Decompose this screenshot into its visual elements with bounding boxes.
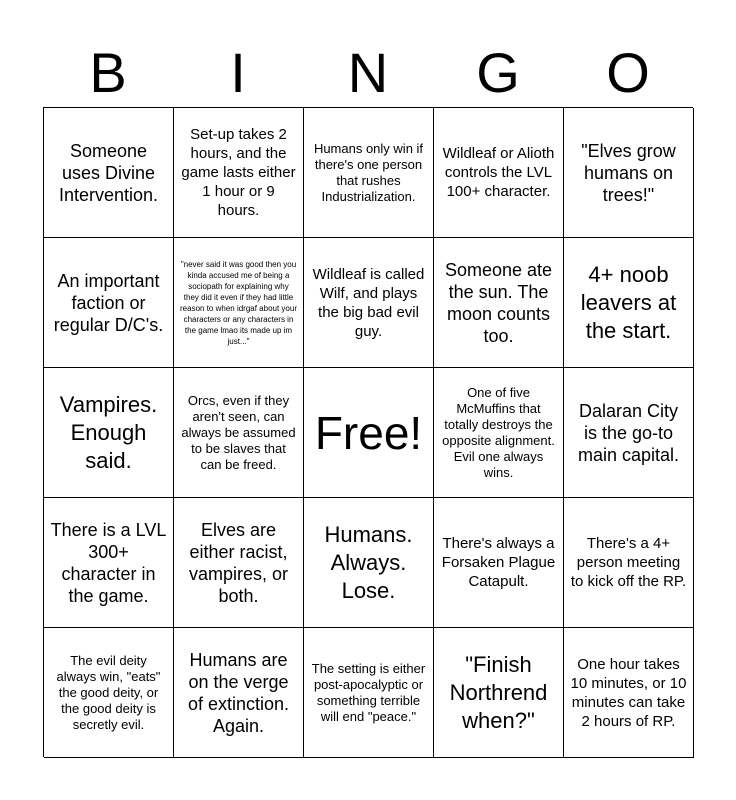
bingo-grid bbox=[43, 107, 693, 757]
bingo-cell-text: Orcs, even if they aren't seen, can always be assumed to be slaves that can be freed. bbox=[181, 392, 296, 472]
bingo-cell-r1-c5[interactable] bbox=[564, 108, 694, 238]
bingo-cell-text: "Elves grow humans on trees!" bbox=[581, 140, 676, 205]
bingo-cell-r5-c5[interactable] bbox=[564, 628, 694, 758]
bingo-cell-r5-c1[interactable] bbox=[44, 628, 174, 758]
bingo-cell-text: Free! bbox=[314, 406, 423, 459]
bingo-cell-text: One of five McMuffins that totally destroys the opposite alignment. Evil one always wins. bbox=[442, 384, 555, 480]
bingo-cell-r3-c4[interactable] bbox=[434, 368, 564, 498]
bingo-cell-text: Elves are either racist, vampires, or both. bbox=[188, 519, 289, 606]
bingo-cell-text: Humans are on the verge of extinction. Again. bbox=[187, 649, 290, 736]
bingo-cell-text: The setting is either post-apocalyptic or something terrible will end "peace." bbox=[311, 660, 426, 724]
bingo-cell-text: Wildleaf or Alioth controls the LVL 100+ character. bbox=[442, 145, 555, 200]
bingo-cell-text: Someone ate the sun. The moon counts too. bbox=[444, 259, 553, 346]
bingo-cell-r1-c4[interactable] bbox=[434, 108, 564, 238]
bingo-cell-text: Dalaran City is the go-to main capital. bbox=[577, 400, 680, 465]
bingo-cell-r1-c3[interactable] bbox=[304, 108, 434, 238]
bingo-cell-r4-c2[interactable] bbox=[174, 498, 304, 628]
bingo-cell-text: One hour takes 10 minutes, or 10 minutes can take 2 hours of RP. bbox=[570, 655, 687, 730]
bingo-cell-r2-c2[interactable] bbox=[174, 238, 304, 368]
bingo-cell-r4-c3[interactable] bbox=[304, 498, 434, 628]
bingo-cell-r5-c3[interactable] bbox=[304, 628, 434, 758]
bingo-cell-text: Someone uses Divine Intervention. bbox=[58, 140, 159, 205]
bingo-cell-text: Wildleaf is called Wilf, and plays the big bad evil guy. bbox=[312, 265, 425, 340]
bingo-cell-text: "Finish Northrend when?" bbox=[449, 651, 548, 733]
header-letter-o: O bbox=[606, 41, 650, 104]
bingo-cell-r3-c5[interactable] bbox=[564, 368, 694, 498]
bingo-cell-r4-c4[interactable] bbox=[434, 498, 564, 628]
header-letter-g: G bbox=[476, 41, 520, 104]
bingo-cell-r1-c2[interactable] bbox=[174, 108, 304, 238]
bingo-cell-r2-c3[interactable] bbox=[304, 238, 434, 368]
bingo-cell-r2-c1[interactable] bbox=[44, 238, 174, 368]
bingo-cell-r3-c2[interactable] bbox=[174, 368, 304, 498]
bingo-cell-text: The evil deity always win, "eats" the good deity, or the good deity is secretly evil. bbox=[56, 652, 161, 732]
bingo-cell-text: "never said it was good then you kinda accused me of being a sociopath for explaining why they did it even if they had little reason to when idrgaf about your characters or any characters in the game lmao its made up im just..." bbox=[180, 259, 297, 346]
bingo-header bbox=[43, 40, 693, 106]
free-space-cell[interactable] bbox=[304, 368, 434, 498]
bingo-cell-r2-c5[interactable] bbox=[564, 238, 694, 368]
bingo-cell-text: Set-up takes 2 hours, and the game lasts either 1 hour or 9 hours. bbox=[181, 126, 296, 219]
bingo-cell-r3-c1[interactable] bbox=[44, 368, 174, 498]
bingo-cell-text: Vampires. Enough said. bbox=[59, 391, 158, 473]
bingo-cell-text: There is a LVL 300+ character in the game. bbox=[50, 519, 167, 606]
bingo-cell-text: An important faction or regular D/C's. bbox=[53, 270, 164, 335]
bingo-cell-text: Humans only win if there's one person that rushes Industrialization. bbox=[313, 140, 424, 204]
bingo-cell-text: Humans. Always. Lose. bbox=[324, 521, 413, 603]
bingo-cell-r4-c5[interactable] bbox=[564, 498, 694, 628]
header-letter-b: B bbox=[89, 41, 127, 104]
bingo-cell-text: 4+ noob leavers at the start. bbox=[580, 261, 677, 343]
bingo-cell-r2-c4[interactable] bbox=[434, 238, 564, 368]
bingo-cell-r1-c1[interactable] bbox=[44, 108, 174, 238]
header-letter-i: I bbox=[230, 41, 246, 104]
bingo-cell-r4-c1[interactable] bbox=[44, 498, 174, 628]
header-letter-n: N bbox=[347, 41, 389, 104]
bingo-cell-r5-c4[interactable] bbox=[434, 628, 564, 758]
bingo-cell-r5-c2[interactable] bbox=[174, 628, 304, 758]
bingo-cell-text: There's a 4+ person meeting to kick off the RP. bbox=[570, 535, 687, 590]
bingo-cell-text: There's always a Forsaken Plague Catapult. bbox=[441, 535, 556, 590]
